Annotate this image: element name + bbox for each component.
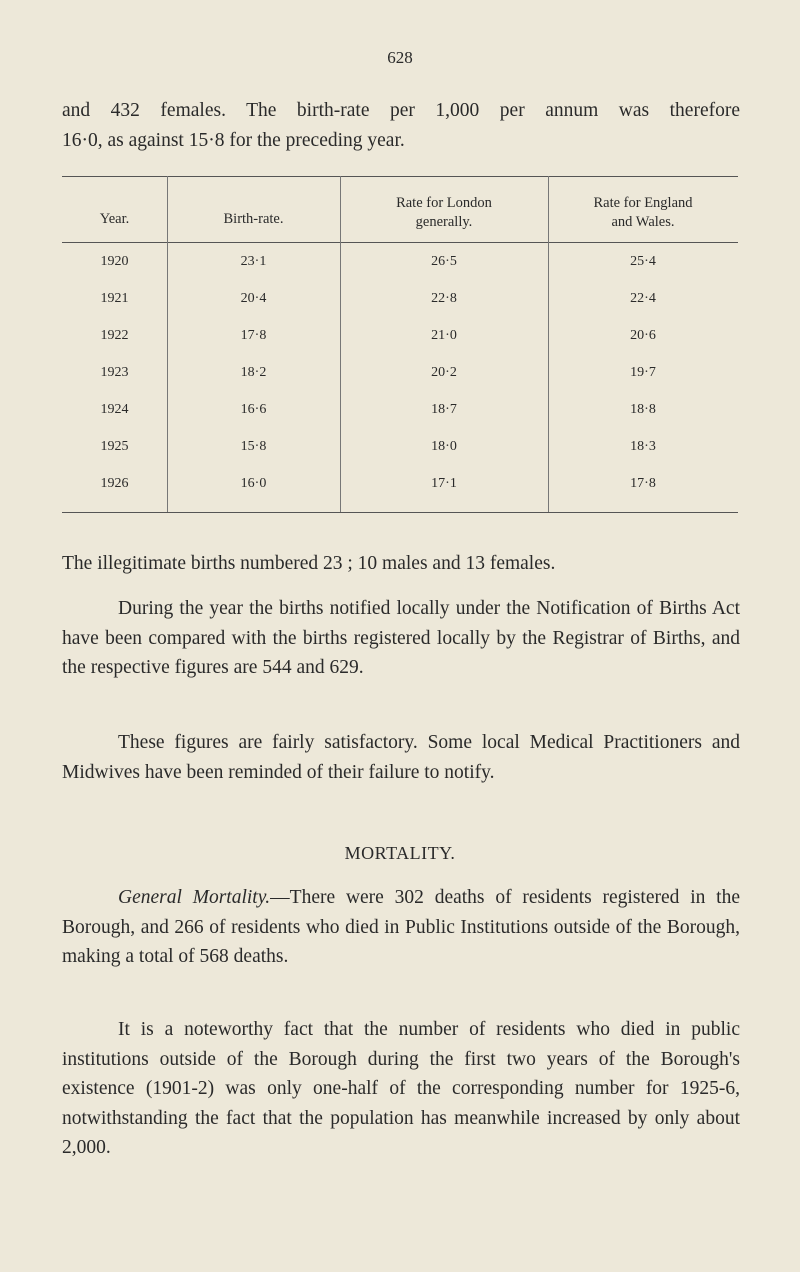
mortality-heading: MORTALITY. [344, 843, 456, 863]
noteworthy-paragraph: It is a noteworthy fact that the number of residents who died in public institutions outside of the Borough during the first two years of the Borough's existence (1901-2) was only one-half of the corresponding number for 1925-6, notwithstanding the fact that the population has meanwhile increased by only about 2,000. [62, 1019, 740, 1158]
cell-london: 18·7 [431, 402, 457, 417]
cell-england: 17·8 [630, 476, 656, 491]
intro-line-1: and 432 females. The birth-rate per 1,000 per annum was therefore [62, 100, 740, 121]
cell-england: 25·4 [630, 254, 656, 269]
cell-birth-rate: 16·0 [240, 476, 267, 491]
cell-birth-rate: 16·6 [240, 402, 267, 417]
cell-year: 1926 [100, 476, 129, 491]
cell-england: 19·7 [630, 365, 656, 380]
header-year: Year. [99, 211, 130, 227]
illegitimate-births-paragraph: The illegitimate births numbered 23 ; 10 males and 13 females. [62, 553, 556, 574]
table-header-rule [62, 242, 738, 243]
header-england [548, 194, 738, 232]
cell-birth-rate: 20·4 [240, 291, 267, 306]
general-mortality-text: —There were 302 deaths of residents registered in the Borough, and 266 of residents who died in Public Institutions outside of the Borough, making a total of 568 deaths. [62, 887, 740, 967]
cell-year: 1924 [100, 402, 129, 417]
cell-london: 20·2 [431, 365, 457, 380]
cell-london: 18·0 [431, 439, 457, 454]
page-number: 628 [387, 48, 413, 67]
cell-london: 22·8 [431, 291, 457, 306]
cell-england: 20·6 [630, 328, 656, 343]
general-mortality-paragraph [62, 883, 740, 972]
cell-london: 17·1 [431, 476, 457, 491]
header-england-line-1: Rate for England [593, 195, 693, 211]
cell-england: 18·8 [630, 402, 656, 417]
cell-birth-rate: 18·2 [240, 365, 267, 380]
header-england-line-2: and Wales. [611, 214, 675, 230]
cell-year: 1923 [100, 365, 129, 380]
header-london-line-1: Rate for London [396, 195, 492, 211]
header-london-line-2: generally. [415, 214, 473, 230]
cell-year: 1925 [100, 439, 129, 454]
intro-paragraph [62, 96, 740, 155]
table-bottom-rule [62, 512, 738, 513]
general-mortality-lead: General Mortality. [118, 887, 271, 908]
satisfactory-paragraph: These figures are fairly satisfactory. Some local Medical Practitioners and Midwives have been reminded of their failure to notify. [62, 732, 740, 783]
cell-year: 1920 [100, 254, 129, 269]
cell-birth-rate: 15·8 [240, 439, 267, 454]
cell-birth-rate: 17·8 [240, 328, 267, 343]
intro-line-2: 16·0, as against 15·8 for the preceding year. [62, 129, 405, 151]
cell-london: 26·5 [431, 254, 457, 269]
cell-year: 1922 [100, 328, 129, 343]
cell-year: 1921 [100, 291, 129, 306]
header-birth-rate: Birth-rate. [223, 211, 284, 227]
cell-england: 18·3 [630, 439, 656, 454]
birth-rate-table [62, 176, 738, 516]
header-london [340, 194, 548, 232]
cell-birth-rate: 23·1 [240, 254, 267, 269]
cell-england: 22·4 [630, 291, 656, 306]
table-top-rule [62, 176, 738, 177]
notification-paragraph: During the year the births notified locally under the Notification of Births Act have been compared with the births registered locally by the Registrar of Births, and the respective figures are 544 and 629. [62, 598, 740, 678]
cell-london: 21·0 [431, 328, 457, 343]
